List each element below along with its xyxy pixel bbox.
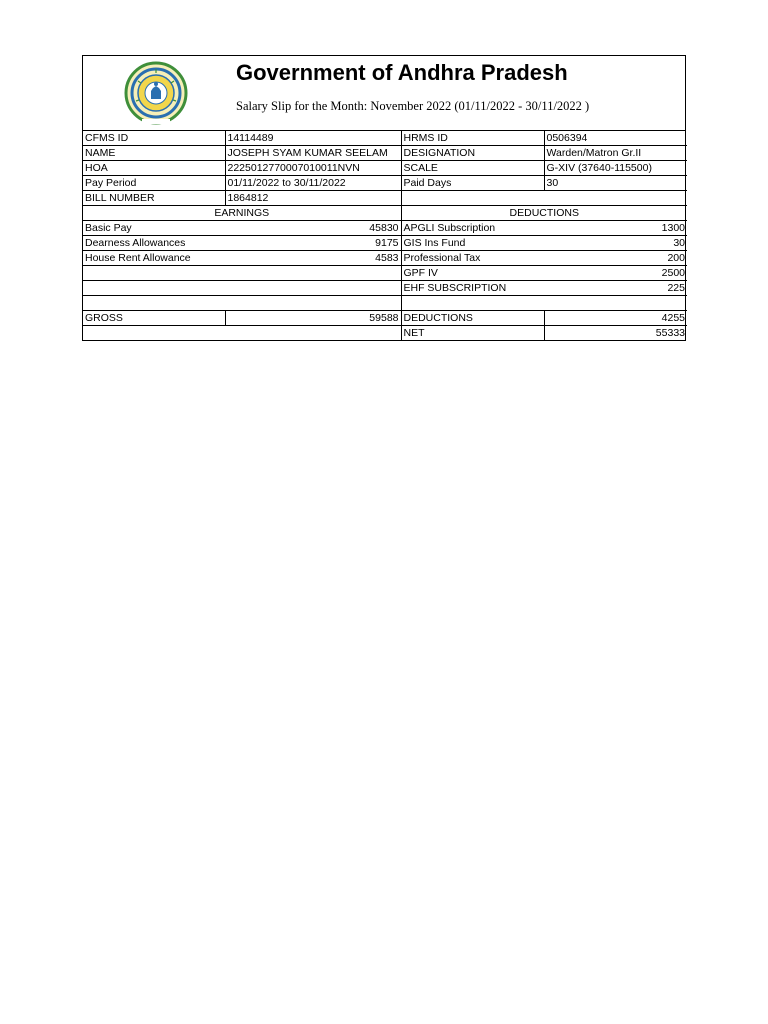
earnings-header: EARNINGS <box>83 206 401 221</box>
total-deductions-label: DEDUCTIONS <box>401 311 544 326</box>
info-value: Warden/Matron Gr.II <box>544 146 687 161</box>
info-row-name <box>83 146 687 161</box>
info-value: G-XIV (37640-115500) <box>544 161 687 176</box>
page-subtitle: Salary Slip for the Month: November 2022 (01/11/2022 - 30/11/2022 ) <box>236 99 590 113</box>
deduction-name: EHF SUBSCRIPTION <box>401 281 544 296</box>
salary-slip <box>82 55 686 341</box>
info-row-bill-number <box>83 191 687 206</box>
info-label: DESIGNATION <box>401 146 544 161</box>
deduction-name: APGLI Subscription <box>401 221 544 236</box>
info-label: HRMS ID <box>401 131 544 146</box>
spacer-cell <box>401 296 687 311</box>
deduction-name: GPF IV <box>401 266 544 281</box>
earning-name <box>83 281 225 296</box>
net-empty <box>83 326 401 341</box>
info-value: 2225012770007010011NVN <box>225 161 401 176</box>
earning-name: Dearness Allowances <box>83 236 225 251</box>
spacer-cell <box>83 296 401 311</box>
andhra-pradesh-emblem-icon <box>124 61 188 127</box>
info-value: JOSEPH SYAM KUMAR SEELAM <box>225 146 401 161</box>
deductions-header: DEDUCTIONS <box>401 206 687 221</box>
spacer-row <box>83 296 687 311</box>
totals-row <box>83 311 687 326</box>
section-header-row <box>83 206 687 221</box>
amount-row <box>83 266 687 281</box>
info-label: NAME <box>83 146 225 161</box>
earning-name: House Rent Allowance <box>83 251 225 266</box>
salary-table <box>83 131 687 340</box>
info-row-cfms <box>83 131 687 146</box>
info-label: SCALE <box>401 161 544 176</box>
amount-row <box>83 281 687 296</box>
deduction-amount: 1300 <box>544 221 687 236</box>
info-row-pay-period <box>83 176 687 191</box>
earning-amount: 4583 <box>225 251 401 266</box>
info-label: Pay Period <box>83 176 225 191</box>
info-value: 30 <box>544 176 687 191</box>
net-value: 55333 <box>544 326 687 341</box>
info-value: 0506394 <box>544 131 687 146</box>
deduction-name: GIS Ins Fund <box>401 236 544 251</box>
earning-amount: 9175 <box>225 236 401 251</box>
info-value: 1864812 <box>225 191 401 206</box>
amount-row <box>83 236 687 251</box>
earning-amount <box>225 281 401 296</box>
info-label: CFMS ID <box>83 131 225 146</box>
net-row <box>83 326 687 341</box>
deduction-amount: 200 <box>544 251 687 266</box>
gross-label: GROSS <box>83 311 225 326</box>
info-label: Paid Days <box>401 176 544 191</box>
earning-amount <box>225 266 401 281</box>
deduction-amount: 225 <box>544 281 687 296</box>
info-row-hoa <box>83 161 687 176</box>
earning-name: Basic Pay <box>83 221 225 236</box>
info-empty <box>401 191 687 206</box>
info-value: 01/11/2022 to 30/11/2022 <box>225 176 401 191</box>
total-deductions-value: 4255 <box>544 311 687 326</box>
info-label: HOA <box>83 161 225 176</box>
info-label: BILL NUMBER <box>83 191 225 206</box>
earning-amount: 45830 <box>225 221 401 236</box>
deduction-amount: 30 <box>544 236 687 251</box>
deduction-amount: 2500 <box>544 266 687 281</box>
slip-header <box>83 56 685 131</box>
amount-row <box>83 251 687 266</box>
amount-row <box>83 221 687 236</box>
earning-name <box>83 266 225 281</box>
gross-value: 59588 <box>225 311 401 326</box>
page-title: Government of Andhra Pradesh <box>236 60 568 85</box>
info-value: 14114489 <box>225 131 401 146</box>
deduction-name: Professional Tax <box>401 251 544 266</box>
net-label: NET <box>401 326 544 341</box>
